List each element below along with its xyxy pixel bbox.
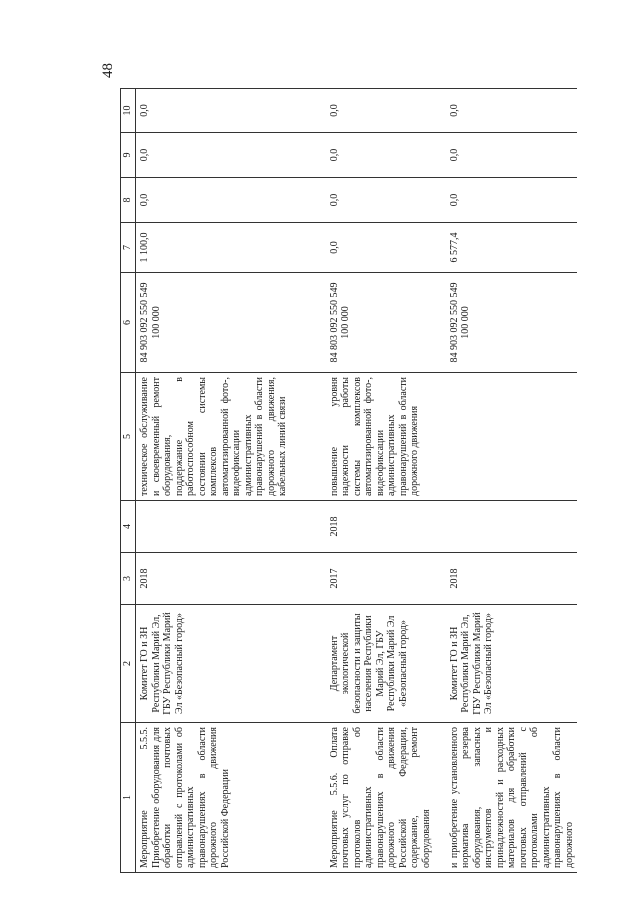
budget-code: 84 903 092 550 549 100 000 [446,273,578,373]
table-row [326,89,446,873]
end-year: 2018 [326,501,446,553]
program-table [120,88,577,873]
value-col-8: 0,0 [136,178,326,223]
rotated-page [120,89,578,873]
page-number: 48 [100,63,116,78]
value-col-9: 0,0 [446,133,578,178]
expected-result: техническое обслуживание и своевременный ремонт оборудования, поддержание в работоспособном состоянии системы комплексов автоматизированной фото-, видеофиксации административных правонарушений в области дорожного движения, кабельных линий связи [136,373,326,501]
start-year: 2018 [446,553,578,605]
executor: Комитет ГО и ЗН Республики Марий Эл, ГБУ Республики Марий Эл «Безопасный город» [446,605,578,723]
value-col-8: 0,0 [326,178,446,223]
activity-name: Мероприятие 5.5.5. Приобретение оборудования для обработки почтовых отправлений с протоколами об административных правонарушениях в области дорожного движения Российской Федерации [136,723,326,873]
col-header-4: 4 [121,501,136,553]
col-header-3: 3 [121,553,136,605]
table-row [446,89,578,873]
expected-result: повышение уровня надежности работы системы комплексов автоматизированной фото-, видеофиксации административных правонарушений в области дорожного движения [326,373,446,501]
value-col-7: 0,0 [326,223,446,273]
value-col-9: 0,0 [326,133,446,178]
col-header-6: 6 [121,273,136,373]
value-col-9: 0,0 [136,133,326,178]
col-header-7: 7 [121,223,136,273]
col-header-2: 2 [121,605,136,723]
value-col-7: 1 100,0 [136,223,326,273]
table-row [136,89,326,873]
budget-code: 84 903 092 550 549 100 000 [136,273,326,373]
end-year [446,501,578,553]
value-col-7: 6 577,4 [446,223,578,273]
column-number-row [121,89,136,873]
activity-name: Мероприятие 5.5.6. Оплата почтовых услуг по отправке протоколов об административных правонарушениях в области дорожного движения Российской Федерации, содержание, ремонт оборудования [326,723,446,873]
value-col-10: 0,0 [326,89,446,133]
col-header-1: 1 [121,723,136,873]
col-header-8: 8 [121,178,136,223]
col-header-10: 10 [121,89,136,133]
col-header-9: 9 [121,133,136,178]
value-col-8: 0,0 [446,178,578,223]
executor: Комитет ГО и ЗН Республики Марий Эл, ГБУ Республики Марий Эл «Безопасный город» [136,605,326,723]
executor: Департамент экологической безопасности и защиты населения Республики Марий Эл, ГБУ Республики Марий Эл «Безопасный город» [326,605,446,723]
end-year [136,501,326,553]
budget-code: 84 803 092 550 549 100 000 [326,273,446,373]
expected-result [446,373,578,501]
start-year: 2017 [326,553,446,605]
start-year: 2018 [136,553,326,605]
value-col-10: 0,0 [136,89,326,133]
value-col-10: 0,0 [446,89,578,133]
activity-name: и приобретение установленного норматива резерва оборудования, запасных инструментов и принадлежностей и расходных материалов для обработки почтовых отправлений с протоколами об административных правонарушениях в области дорожного [446,723,578,873]
col-header-5: 5 [121,373,136,501]
